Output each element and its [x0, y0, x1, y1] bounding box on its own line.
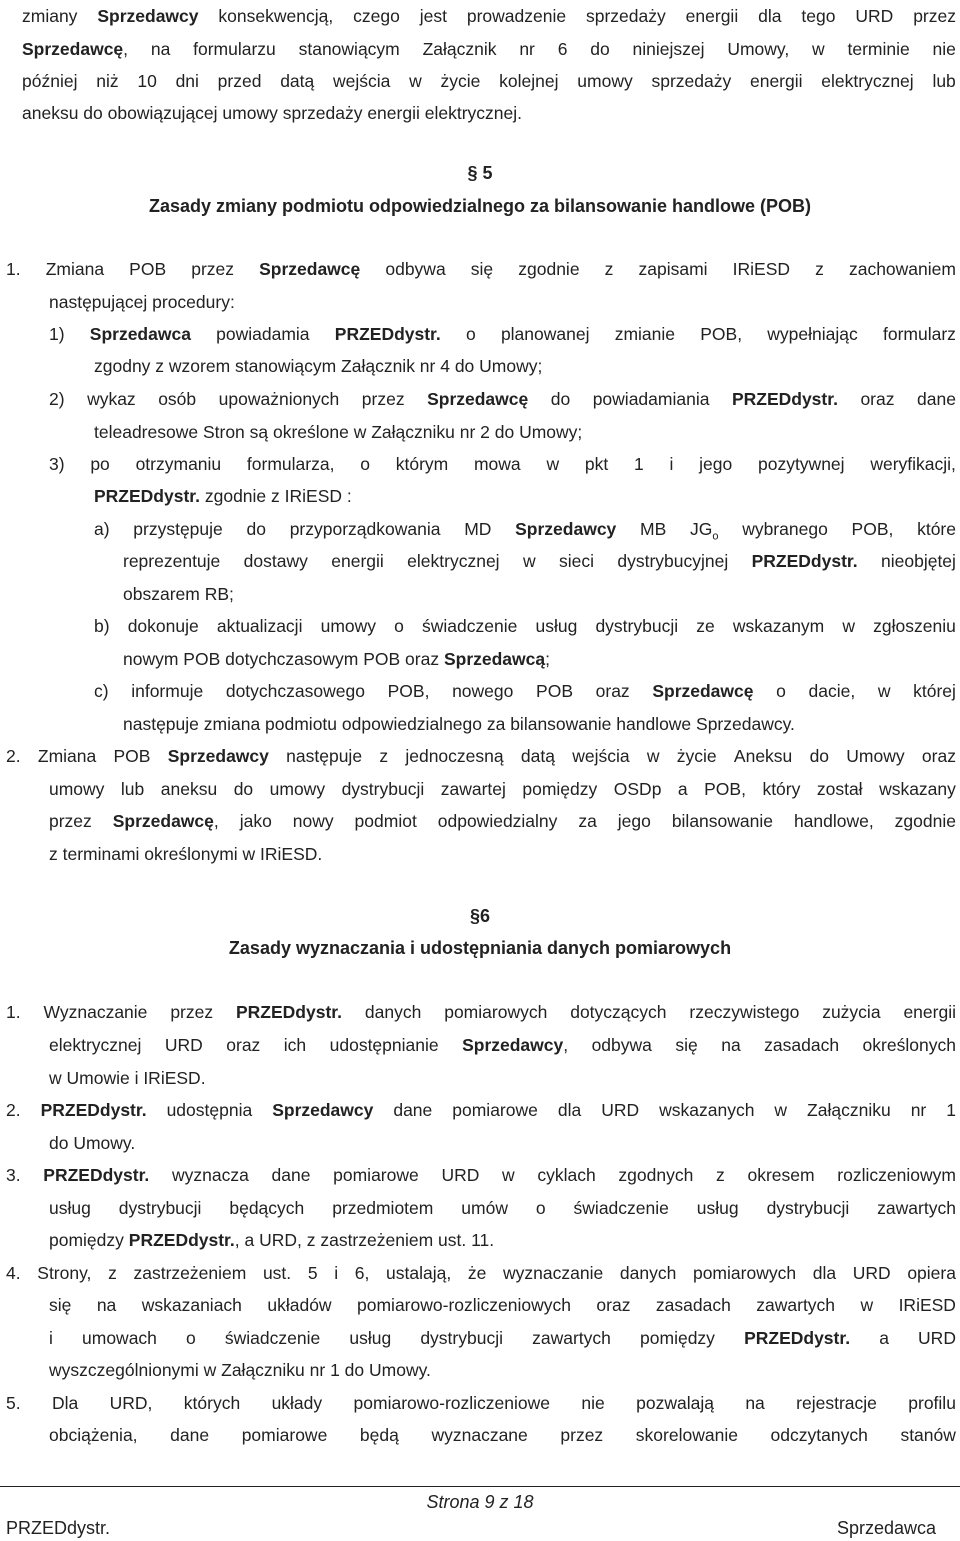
- intro-line: Sprzedawcę, na formularzu stanowiącym Załącznik nr 6 do niniejszej Umowy, w terminie nie: [22, 39, 956, 59]
- s5-line: c) informuje dotychczasowego POB, nowego POB oraz Sprzedawcę o dacie, w której: [94, 681, 956, 701]
- section-6-title: Zasady wyznaczania i udostępniania danych pomiarowych: [228, 938, 732, 958]
- s5-line: następuje zmiana podmiotu odpowiedzialnego za bilansowanie handlowe Sprzedawcy.: [123, 714, 795, 734]
- s6-line: w Umowie i IRiESD.: [49, 1068, 206, 1088]
- s6-line: pomiędzy PRZEDdystr., a URD, z zastrzeżeniem ust. 11.: [49, 1230, 495, 1250]
- s5-line: reprezentuje dostawy energii elektrycznej w sieci dystrybucyjnej PRZEDdystr. nieobjętej: [123, 551, 956, 571]
- s5-line: 3) po otrzymaniu formularza, o którym mowa w pkt 1 i jego pozytywnej weryfikacji,: [49, 454, 956, 474]
- s6-line: i umowach o świadczenie usług dystrybucji zawartych pomiędzy PRZEDdystr. a URD: [49, 1328, 956, 1348]
- s5-line: nowym POB dotychczasowym POB oraz Sprzedawcą;: [123, 649, 550, 669]
- intro-line: zmiany Sprzedawcy konsekwencją, czego jest prowadzenie sprzedaży energii dla tego URD przez: [22, 6, 956, 26]
- section-6-number: §6: [469, 906, 491, 926]
- s5-line: 1. Zmiana POB przez Sprzedawcę odbywa się zgodnie z zapisami IRiESD z zachowaniem: [6, 259, 956, 279]
- s6-line: usług dystrybucji będących przedmiotem umów o świadczenie usług dystrybucji zawartych: [49, 1198, 956, 1218]
- footer-divider: [0, 1486, 960, 1487]
- s6-line: 2. PRZEDdystr. udostępnia Sprzedawcy dane pomiarowe dla URD wskazanych w Załączniku nr 1: [6, 1100, 956, 1120]
- page-number: Strona 9 z 18: [426, 1492, 534, 1512]
- s5-line: a) przystępuje do przyporządkowania MD Sprzedawcy MB $JG_o$ wybranego POB, które: [94, 519, 956, 543]
- s5-line: następującej procedury:: [49, 292, 235, 312]
- intro-line: później niż 10 dni przed datą wejścia w życie kolejnej umowy sprzedaży energii elektrycznej lub: [22, 71, 956, 91]
- s5-line: umowy lub aneksu do umowy dystrybucji zawartej pomiędzy OSDp a POB, który został wskazany: [49, 779, 956, 799]
- s6-line: się na wskazaniach układów pomiarowo-rozliczeniowych oraz zasadach zawartych w IRiESD: [49, 1295, 956, 1315]
- s6-line: 1. Wyznaczanie przez PRZEDdystr. danych pomiarowych dotyczących rzeczywistego zużycia energii: [6, 1002, 956, 1022]
- s5-line: przez Sprzedawcę, jako nowy podmiot odpowiedzialny za jego bilansowanie handlowe, zgodnie: [49, 811, 956, 831]
- footer-party-left: PRZEDdystr.: [6, 1518, 111, 1538]
- s6-line: 3. PRZEDdystr. wyznacza dane pomiarowe URD w cyklach zgodnych z okresem rozliczeniowym: [6, 1165, 956, 1185]
- s5-line: teleadresowe Stron są określone w Załączniku nr 2 do Umowy;: [94, 422, 583, 442]
- section-5-title: Zasady zmiany podmiotu odpowiedzialnego za bilansowanie handlowe (POB): [148, 196, 812, 216]
- s6-line: obciążenia, dane pomiarowe będą wyznaczane przez skorelowanie odczytanych stanów: [49, 1425, 956, 1445]
- intro-line: aneksu do obowiązującej umowy sprzedaży energii elektrycznej.: [22, 103, 522, 123]
- s5-line: b) dokonuje aktualizacji umowy o świadczenie usług dystrybucji ze wskazanym w zgłoszeniu: [94, 616, 956, 636]
- s6-line: elektrycznej URD oraz ich udostępnianie Sprzedawcy, odbywa się na zasadach określonych: [49, 1035, 956, 1055]
- s5-line: obszarem RB;: [123, 584, 234, 604]
- s6-line: 5. Dla URD, których układy pomiarowo-rozliczeniowe nie pozwalają na rejestracje profilu: [6, 1393, 956, 1413]
- footer-party-right: Sprzedawca: [836, 1518, 936, 1538]
- s5-line: PRZEDdystr. zgodnie z IRiESD :: [94, 486, 352, 506]
- s6-line: 4. Strony, z zastrzeżeniem ust. 5 i 6, ustalają, że wyznaczanie danych pomiarowych dla URD opiera: [6, 1263, 956, 1283]
- s6-line: wyszczególnionymi w Załączniku nr 1 do Umowy.: [49, 1360, 431, 1380]
- s5-line: zgodny z wzorem stanowiącym Załącznik nr 4 do Umowy;: [94, 356, 543, 376]
- s6-line: do Umowy.: [49, 1133, 136, 1153]
- s5-line: z terminami określonymi w IRiESD.: [49, 844, 323, 864]
- section-5-number: § 5: [467, 163, 493, 183]
- s5-line: 2. Zmiana POB Sprzedawcy następuje z jednoczesną datą wejścia w życie Aneksu do Umowy oraz: [6, 746, 956, 766]
- s5-line: 2) wykaz osób upoważnionych przez Sprzedawcę do powiadamiania PRZEDdystr. oraz dane: [49, 389, 956, 409]
- s5-line: 1) Sprzedawca powiadamia PRZEDdystr. o planowanej zmianie POB, wypełniając formularz: [49, 324, 956, 344]
